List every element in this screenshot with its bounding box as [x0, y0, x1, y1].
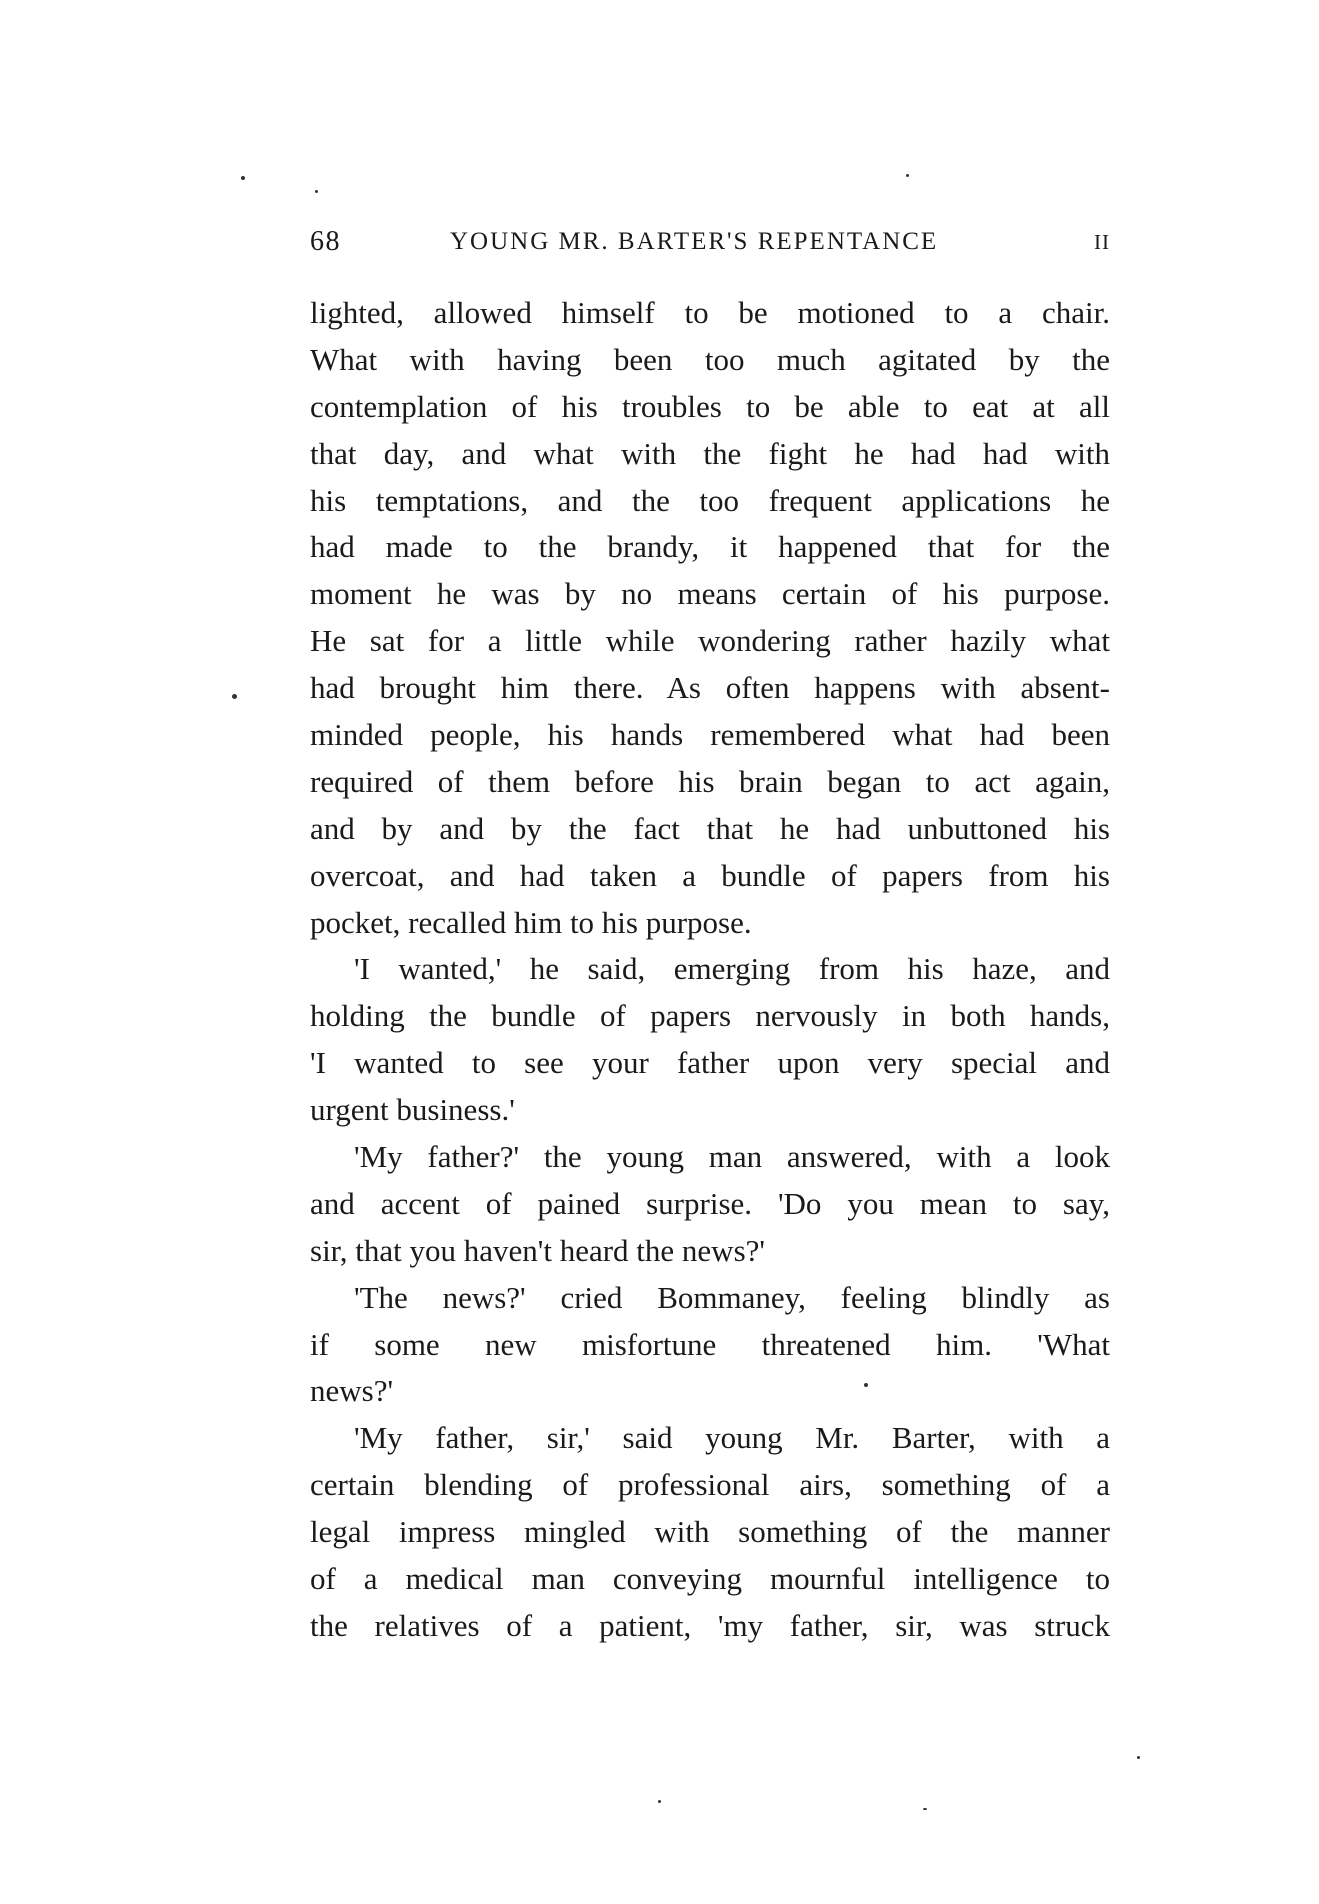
scan-speck — [864, 1383, 868, 1387]
scan-speck — [315, 190, 318, 193]
text-line: 'I wanted,' he said, emerging from his haze, and — [354, 951, 1110, 987]
text-line: news?' — [310, 1373, 394, 1409]
text-line: if some new misfortune threatened him. 'What — [310, 1326, 1110, 1362]
running-title: YOUNG MR. BARTER'S REPENTANCE — [450, 228, 939, 255]
scan-speck — [232, 694, 237, 699]
scan-speck — [923, 1808, 927, 1810]
text-line: legal impress mingled with something of the manner — [310, 1514, 1110, 1550]
scan-speck — [906, 174, 909, 177]
text-line: the relatives of a patient, 'my father, sir, was struck — [310, 1607, 1110, 1643]
chapter-numeral: II — [1094, 230, 1110, 254]
text-line: contemplation of his troubles to be able to eat at all — [310, 388, 1110, 424]
text-line: holding the bundle of papers nervously in both hands, — [310, 998, 1110, 1034]
body-text — [310, 290, 1110, 1650]
text-line: that day, and what with the fight he had had with — [310, 435, 1110, 471]
scan-speck — [241, 176, 245, 180]
text-line: 'My father, sir,' said young Mr. Barter, with a — [354, 1420, 1110, 1456]
text-line: pocket, recalled him to his purpose. — [310, 904, 752, 940]
text-line: had brought him there. As often happens with absent- — [310, 670, 1110, 706]
text-line: urgent business.' — [310, 1092, 515, 1128]
text-line: had made to the brandy, it happened that for the — [310, 529, 1110, 565]
text-line: sir, that you haven't heard the news?' — [310, 1232, 765, 1268]
text-line: certain blending of professional airs, something of a — [310, 1467, 1110, 1503]
text-line: minded people, his hands remembered what had been — [310, 717, 1110, 753]
text-line: 'The news?' cried Bommaney, feeling blindly as — [354, 1279, 1110, 1315]
page-number: 68 — [310, 226, 341, 257]
text-line: He sat for a little while wondering rather hazily what — [310, 623, 1110, 659]
text-line: of a medical man conveying mournful intelligence to — [310, 1561, 1110, 1597]
scan-speck — [1137, 1756, 1140, 1759]
text-line: What with having been too much agitated by the — [310, 341, 1110, 377]
text-line: overcoat, and had taken a bundle of papers from his — [310, 857, 1110, 893]
text-line: required of them before his brain began to act again, — [310, 763, 1110, 799]
text-line: his temptations, and the too frequent applications he — [310, 482, 1110, 518]
scan-speck — [658, 1800, 661, 1803]
text-line: 'I wanted to see your father upon very special and — [310, 1045, 1110, 1081]
text-line: moment he was by no means certain of his purpose. — [310, 576, 1110, 612]
text-line: lighted, allowed himself to be motioned to a chair. — [310, 295, 1110, 330]
text-line: and by and by the fact that he had unbuttoned his — [310, 810, 1110, 846]
text-line: and accent of pained surprise. 'Do you mean to say, — [310, 1185, 1110, 1221]
text-line: 'My father?' the young man answered, with a look — [354, 1139, 1110, 1175]
running-head — [310, 226, 1110, 262]
